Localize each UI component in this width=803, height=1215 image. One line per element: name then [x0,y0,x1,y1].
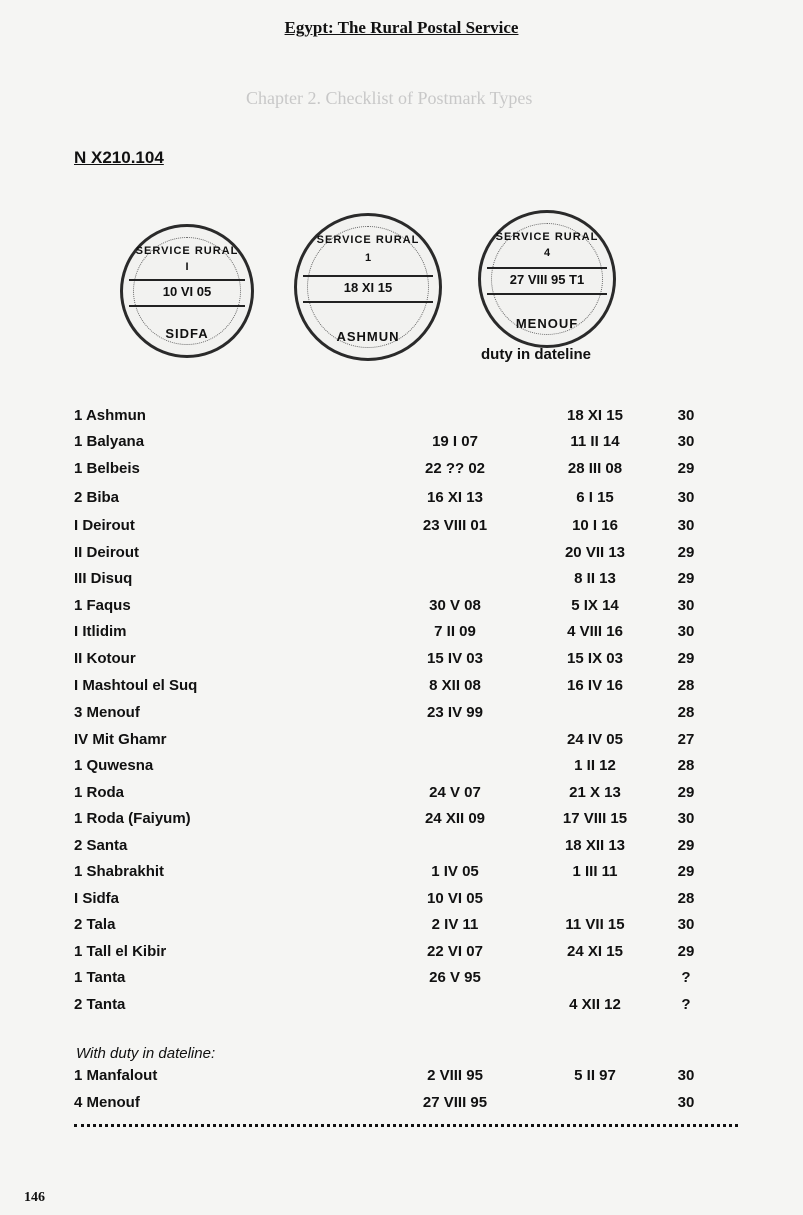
row-date-early: 7 II 09 [434,623,476,640]
row-date-late: 18 XII 13 [564,837,626,854]
row-type: 30 [677,916,695,933]
row-type: 30 [677,810,695,827]
postmark-place: SIDFA [165,326,209,341]
row-date-early: 24 XII 09 [424,810,486,827]
row-type: 30 [677,1067,695,1084]
row-name: I Itlidim [74,623,127,640]
row-type: 30 [677,623,695,640]
row-date-early: 24 V 07 [429,784,481,801]
table-row [0,890,803,912]
table-row [0,544,803,566]
row-name: III Disuq [74,570,133,587]
row-date-late: 4 XII 12 [569,996,621,1013]
row-type: 28 [677,890,695,907]
postmark-place: MENOUF [515,316,579,331]
table-row [0,916,803,938]
table-row [0,407,803,429]
postmark-menouf [478,210,616,348]
table-row [0,731,803,753]
row-date-late: 28 III 08 [567,460,623,477]
row-date-early: 23 VIII 01 [422,517,488,534]
row-date-late: 18 XI 15 [567,407,623,424]
row-type: 30 [677,433,695,450]
postmark-date: 18 XI 15 [303,275,433,303]
table-row [0,837,803,859]
table-row [0,460,803,482]
table-row [0,517,803,539]
row-name: 1 Roda [74,784,125,801]
row-name: 2 Biba [74,489,120,506]
row-name: 1 Balyana [74,433,145,450]
postmark-place: ASHMUN [336,329,400,344]
row-date-late: 24 IV 05 [567,731,623,748]
row-type: ? [681,996,691,1013]
row-date-late: 1 II 12 [574,757,616,774]
row-name: 2 Tanta [74,996,126,1013]
row-type: 28 [677,704,695,721]
row-name: I Deirout [74,517,135,534]
row-type: 29 [677,863,695,880]
row-name: 1 Belbeis [74,460,140,477]
row-name: 4 Menouf [74,1094,140,1111]
table-row [0,677,803,699]
row-type: 30 [677,407,695,424]
row-name: II Deirout [74,544,140,561]
postmark-date: 10 VI 05 [129,279,245,307]
row-date-early: 8 XII 08 [429,677,481,694]
table-row [0,810,803,832]
row-date-early: 2 IV 11 [431,916,479,933]
postmark-index: I [185,261,189,273]
section-code: N X210.104 [74,148,164,167]
row-type: 29 [677,837,695,854]
row-date-late: 10 I 16 [572,517,618,534]
row-name: IV Mit Ghamr [74,731,167,748]
row-date-early: 30 V 08 [429,597,481,614]
row-date-late: 20 VII 13 [564,544,626,561]
row-date-early: 22 VI 07 [427,943,483,960]
row-date-late: 6 I 15 [576,489,614,506]
postmark-top-text: SERVICE RURAL [316,234,420,246]
row-date-early: 27 VIII 95 [422,1094,488,1111]
row-date-late: 21 X 13 [569,784,621,801]
row-type: 30 [677,1094,695,1111]
row-name: I Sidfa [74,890,120,907]
postmark-sidfa [120,224,254,358]
row-type: ? [681,969,691,986]
row-name: 2 Tala [74,916,116,933]
table-row [0,969,803,991]
table-row [0,623,803,645]
row-type: 29 [677,784,695,801]
row-date-early: 19 I 07 [432,433,478,450]
row-name: I Mashtoul el Suq [74,677,198,694]
row-name: 1 Tanta [74,969,126,986]
table-row [0,489,803,511]
row-date-early: 16 XI 13 [427,489,483,506]
table-row [0,704,803,726]
row-date-late: 11 II 14 [570,433,620,450]
row-date-early: 1 IV 05 [431,863,479,880]
row-date-early: 2 VIII 95 [427,1067,483,1084]
postmark-index: 1 [364,252,372,264]
row-date-early: 22 ?? 02 [424,460,486,477]
row-type: 28 [677,757,695,774]
row-date-late: 24 XI 15 [567,943,623,960]
row-date-early: 15 IV 03 [427,650,483,667]
row-type: 28 [677,677,695,694]
row-type: 29 [677,544,695,561]
duty-in-dateline-caption: duty in dateline [481,346,592,363]
table-row [0,757,803,779]
table-row [0,1094,803,1116]
row-type: 30 [677,597,695,614]
row-date-late: 8 II 13 [574,570,616,587]
row-name: 1 Quwesna [74,757,154,774]
table-row [0,597,803,619]
row-name: 3 Menouf [74,704,140,721]
row-date-late: 11 VII 15 [565,916,625,933]
row-date-early: 10 VI 05 [427,890,483,907]
row-type: 30 [677,517,695,534]
page-number: 146 [24,1190,45,1205]
row-date-late: 5 IX 14 [571,597,619,614]
row-name: 1 Faqus [74,597,131,614]
row-name: 2 Santa [74,837,128,854]
row-type: 29 [677,650,695,667]
table-row [0,1067,803,1089]
row-date-late: 17 VIII 15 [562,810,628,827]
table-row [0,943,803,965]
table-row [0,433,803,455]
row-name: 1 Ashmun [74,407,146,424]
table-row [0,784,803,806]
row-name: 1 Tall el Kibir [74,943,167,960]
page-title: Egypt: The Rural Postal Service [284,18,519,37]
faded-chapter-heading: Chapter 2. Checklist of Postmark Types [246,88,533,108]
row-type: 29 [677,943,695,960]
row-type: 29 [677,570,695,587]
row-name: II Kotour [74,650,136,667]
row-date-early: 23 IV 99 [427,704,483,721]
row-type: 29 [677,460,695,477]
row-name: 1 Manfalout [74,1067,158,1084]
row-type: 27 [677,731,695,748]
postmark-top-text: SERVICE RURAL [495,231,599,243]
postmark-top-text: SERVICE RURAL [135,245,239,257]
row-name: 1 Shabrakhit [74,863,165,880]
postmark-index: 4 [543,247,551,259]
table-row [0,570,803,592]
postmark-date: 27 VIII 95 T1 [487,267,607,295]
row-date-late: 5 II 97 [574,1067,616,1084]
table-row [0,996,803,1018]
postmark-ashmun [294,213,442,361]
row-name: 1 Roda (Faiyum) [74,810,191,827]
row-type: 30 [677,489,695,506]
table-row [0,863,803,885]
row-date-early: 26 V 95 [429,969,481,986]
table-row [0,650,803,672]
row-date-late: 15 IX 03 [567,650,623,667]
dotted-divider [74,1124,738,1127]
row-date-late: 1 III 11 [572,863,618,880]
row-date-late: 16 IV 16 [567,677,623,694]
row-date-late: 4 VIII 16 [567,623,623,640]
duty-subheading: With duty in dateline: [76,1045,216,1062]
